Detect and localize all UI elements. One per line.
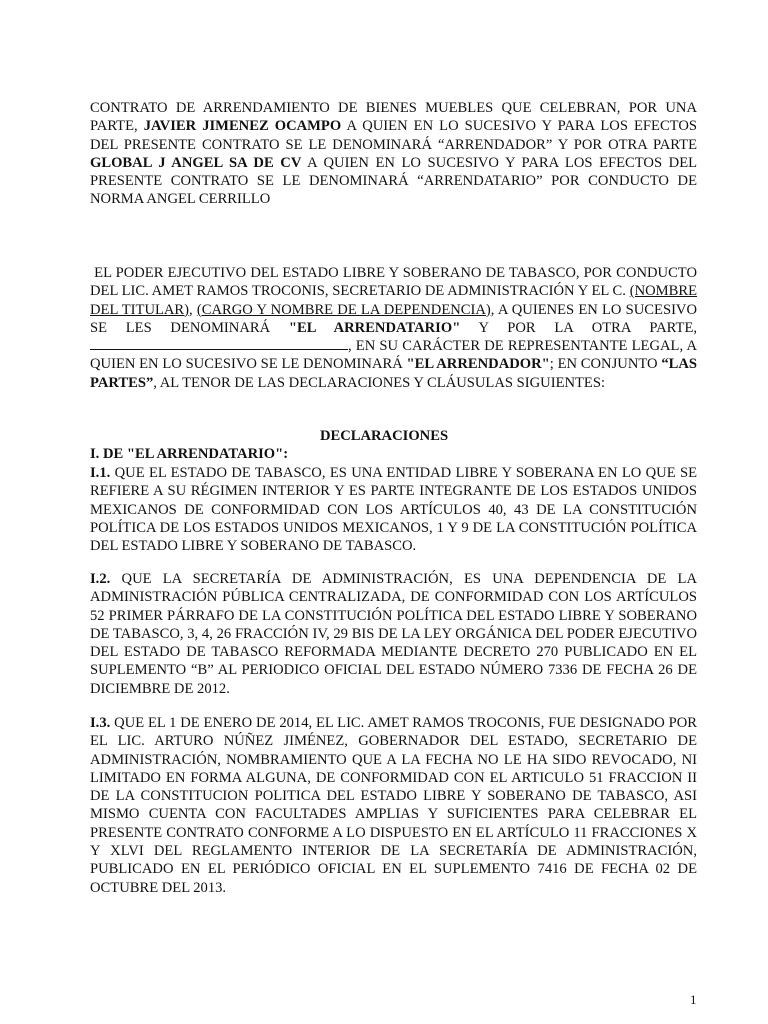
poder-text-1: EL PODER EJECUTIVO DEL ESTADO LIBRE Y SOBERANO DE TABASCO, POR CONDUCTO DEL LIC. AMET RAMOS TROCONIS, SECRETARIO DE ADMINISTRACIÓN Y EL C. bbox=[90, 265, 698, 300]
contract-intro-paragraph bbox=[90, 99, 697, 209]
el-arrendador-term: "EL ARRENDADOR" bbox=[406, 356, 550, 373]
declaraciones-title: DECLARACIONES bbox=[319, 428, 449, 444]
declaration-item-1 bbox=[90, 464, 697, 555]
poder-ejecutivo-paragraph: EL PODER EJECUTIVO DEL ESTADO LIBRE Y SOBERANO DE TABASCO, POR CONDUCTO DEL LIC. AMET RAMOS TROCONIS, SECRETARIO DE ADMINISTRACIÓN Y EL C. (NOMBRE DEL TITULAR), (CARGO Y NOMBRE DE LA DEPENDENCIA), A QUIENES EN LO SUCESIVO SE LES DENOMINARÁ "EL ARRENDATARIO" Y POR LA OTRA PARTE, , EN SU CARÁCTER DE REPRESENTANTE LEGAL, A QUIEN EN LO SUCESIVO SE LE DENOMINARÁ "EL ARRENDADOR"; EN CONJUNTO “LAS PARTES”, AL TENOR DE LAS DECLARACIONES Y CLÁUSULAS SIGUIENTES: bbox=[90, 265, 698, 391]
declaration-number: I.1. bbox=[90, 465, 111, 481]
intro-text-2: A QUIEN EN LO SUCESIVO Y PARA LOS EFECTOS DEL PRESENTE CONTRATO SE LE DENOMINARÁ “ARRENDADOR” Y POR OTRA PARTE bbox=[90, 118, 697, 153]
declaration-number: I.2. bbox=[90, 571, 111, 587]
el-arrendatario-term: "EL ARRENDATARIO" bbox=[288, 319, 461, 336]
declaration-number: I.3. bbox=[90, 715, 111, 731]
declaration-text: QUE EL 1 DE ENERO DE 2014, EL LIC. AMET RAMOS TROCONIS, FUE DESIGNADO POR EL LIC. ARTURO NÚÑEZ JIMÉNEZ, GOBERNADOR DEL ESTADO, SECRETARIO DE ADMINISTRACIÓN, NOMBRAMIENTO QUE A LA FECHA NO LE HA SIDO REVOCADO, NI LIMITADO EN FORMA ALGUNA, DE CONFORMIDAD CON EL ARTICULO 51 FRACCION II DE LA CONSTITUCION POLITICA DEL ESTADO LIBRE Y SOBERANO DE TABASCO, ASI MISMO CUENTA CON FACULTADES AMPLIAS Y SUFICIENTES PARA CELEBRAR EL PRESENTE CONTRATO CONFORME A LO DISPUESTO EN EL ARTÍCULO 11 FRACCIONES X Y XLVI DEL REGLAMENTO INTERIOR DE LA SECRETARÍA DE ADMINISTRACIÓN, PUBLICADO EN EL PERIÓDICO OFICIAL EN EL SUPLEMENTO 7416 DE FECHA 02 DE OCTUBRE DEL 2013. bbox=[90, 715, 698, 896]
representante-blank-line bbox=[90, 337, 348, 350]
cargo-dependencia-placeholder: (CARGO Y NOMBRE DE LA DEPENDENCIA) bbox=[196, 301, 491, 318]
las-partes-term: “LAS PARTES” bbox=[90, 356, 697, 391]
intro-text-3: A QUIEN EN LO SUCESIVO Y PARA LOS EFECTOS DEL PRESENTE CONTRATO SE LE DENOMINARÁ “ARRENDATARIO” POR CONDUCTO DE NORMA ANGEL CERRILLO bbox=[90, 154, 698, 208]
poder-text-5: ; EN CONJUNTO bbox=[549, 356, 658, 373]
section-heading-arrendatario: I. DE "EL ARRENDATARIO": bbox=[90, 446, 289, 462]
nombre-titular-placeholder: (NOMBRE DEL TITULAR) bbox=[90, 283, 697, 318]
arrendador-name: JAVIER JIMENEZ OCAMPO bbox=[143, 118, 342, 135]
poder-text-6: , AL TENOR DE LAS DECLARACIONES Y CLÁUSULAS SIGUIENTES: bbox=[153, 374, 606, 391]
arrendatario-name: GLOBAL J ANGEL SA DE CV bbox=[90, 154, 302, 171]
declaration-item-2 bbox=[90, 570, 697, 698]
declaration-item-3 bbox=[90, 714, 697, 897]
declaration-text: QUE LA SECRETARÍA DE ADMINISTRACIÓN, ES UNA DEPENDENCIA DE LA ADMINISTRACIÓN PÚBLICA CENTRALIZADA, DE CONFORMIDAD CON LOS ARTÍCULOS 52 PRIMER PÁRRAFO DE LA CONSTITUCIÓN POLÍTICA DEL ESTADO LIBRE Y SOBERANO DE TABASCO, 3, 4, 26 FRACCIÓN IV, 29 BIS DE LA LEY ORGÁNICA DEL PODER EJECUTIVO DEL ESTADO DE TABASCO REFORMADA MEDIANTE DECRETO 270 PUBLICADO EN EL SUPLEMENTO “B” AL PERIODICO OFICIAL DEL ESTADO NÚMERO 7336 DE FECHA 26 DE DICIEMBRE DE 2012. bbox=[90, 571, 697, 697]
poder-text-2: A QUIENES EN LO SUCESIVO SE LES DENOMINARÁ bbox=[90, 301, 698, 336]
declaration-text: QUE EL ESTADO DE TABASCO, ES UNA ENTIDAD LIBRE Y SOBERANA EN LO QUE SE REFIERE A SU RÉGIMEN INTERIOR Y ES PARTE INTEGRANTE DE LOS ESTADOS UNIDOS MEXICANOS DE CONFORMIDAD CON LOS ARTÍCULOS 40, 43 DE LA CONSTITUCIÓN POLÍTICA DE LOS ESTADOS UNIDOS MEXICANOS, 1 Y 9 DE LA CONSTITUCIÓN POLÍTICA DEL ESTADO LIBRE Y SOBERANO DE TABASCO. bbox=[90, 465, 697, 555]
intro-text-1: CONTRATO DE ARRENDAMIENTO DE BIENES MUEBLES QUE CELEBRAN, POR UNA PARTE, bbox=[90, 100, 697, 135]
poder-text-4: , EN SU CARÁCTER DE REPRESENTANTE LEGAL, A QUIEN EN LO SUCESIVO SE LE DENOMINARÁ bbox=[90, 338, 697, 373]
poder-text-3: Y POR LA OTRA PARTE, bbox=[478, 319, 698, 336]
page-number: 1 bbox=[690, 992, 697, 1007]
